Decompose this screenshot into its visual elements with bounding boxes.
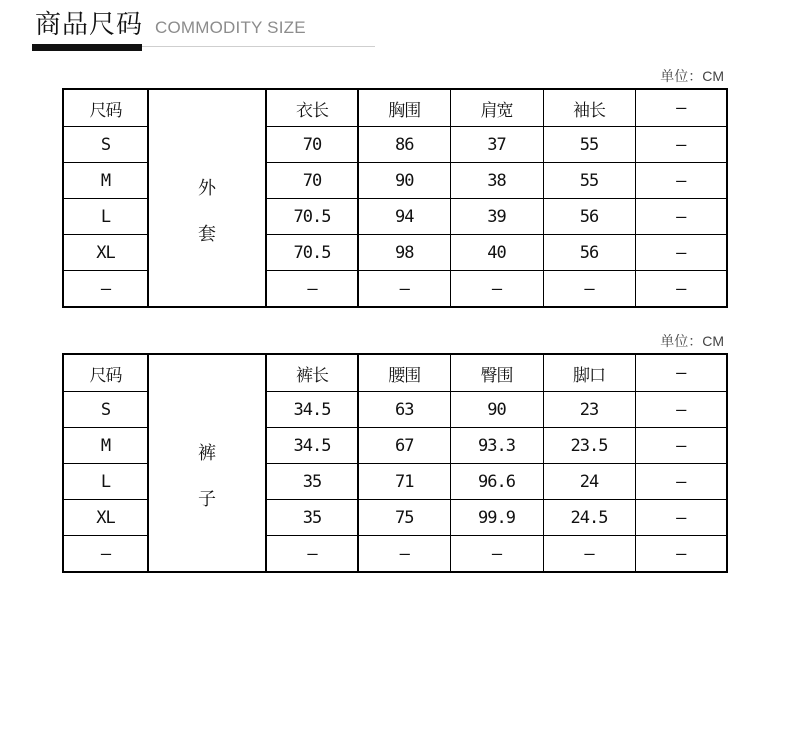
measurement-cell: – xyxy=(358,536,450,573)
measurement-cell: – xyxy=(543,536,635,573)
col-header-size: 尺码 xyxy=(63,89,148,127)
measurement-cell: 40 xyxy=(450,235,543,271)
measurement-cell: 70 xyxy=(266,127,358,163)
measurement-cell: 35 xyxy=(266,500,358,536)
size-cell: M xyxy=(63,428,148,464)
measurement-cell: 55 xyxy=(543,127,635,163)
col-header-leg-opening: 脚口 xyxy=(543,354,635,392)
placeholder-cell: – xyxy=(635,235,727,271)
col-header-sleeve: 袖长 xyxy=(543,89,635,127)
placeholder-cell: – xyxy=(635,199,727,235)
measurement-cell: 70.5 xyxy=(266,199,358,235)
col-header-garment-length: 衣长 xyxy=(266,89,358,127)
measurement-cell: 56 xyxy=(543,235,635,271)
size-cell: S xyxy=(63,392,148,428)
size-cell: XL xyxy=(63,500,148,536)
measurement-cell: 98 xyxy=(358,235,450,271)
col-header-shoulder: 肩宽 xyxy=(450,89,543,127)
measurement-cell: 90 xyxy=(358,163,450,199)
col-header-chest: 胸围 xyxy=(358,89,450,127)
category-char: 外 xyxy=(198,178,216,199)
measurement-cell: 55 xyxy=(543,163,635,199)
measurement-cell: – xyxy=(450,536,543,573)
measurement-cell: 99.9 xyxy=(450,500,543,536)
measurement-cell: 90 xyxy=(450,392,543,428)
measurement-cell: 24 xyxy=(543,464,635,500)
size-cell: S xyxy=(63,127,148,163)
placeholder-cell: – xyxy=(635,271,727,308)
page-subtitle: COMMODITY SIZE xyxy=(155,18,306,37)
table-header-row xyxy=(63,354,727,392)
measurement-cell: 75 xyxy=(358,500,450,536)
measurement-cell: 93.3 xyxy=(450,428,543,464)
col-header-blank: – xyxy=(635,354,727,392)
pants-size-table xyxy=(62,353,728,573)
measurement-cell: 39 xyxy=(450,199,543,235)
category-char: 子 xyxy=(198,489,216,510)
measurement-cell: 35 xyxy=(266,464,358,500)
category-char: 套 xyxy=(198,224,216,245)
placeholder-cell: – xyxy=(635,163,727,199)
measurement-cell: 71 xyxy=(358,464,450,500)
measurement-cell: 23 xyxy=(543,392,635,428)
placeholder-cell: – xyxy=(635,428,727,464)
title-underline-bar xyxy=(32,44,142,51)
size-cell: – xyxy=(63,536,148,573)
category-char: 裤 xyxy=(198,443,216,464)
category-cell xyxy=(148,354,266,572)
col-header-size: 尺码 xyxy=(63,354,148,392)
measurement-cell: – xyxy=(358,271,450,308)
measurement-cell: 96.6 xyxy=(450,464,543,500)
title-divider xyxy=(142,46,375,47)
measurement-cell: – xyxy=(450,271,543,308)
measurement-cell: 34.5 xyxy=(266,392,358,428)
measurement-cell: – xyxy=(266,271,358,308)
measurement-cell: 63 xyxy=(358,392,450,428)
measurement-cell: – xyxy=(543,271,635,308)
placeholder-cell: – xyxy=(635,464,727,500)
size-cell: – xyxy=(63,271,148,308)
placeholder-cell: – xyxy=(635,127,727,163)
col-header-pants-length: 裤长 xyxy=(266,354,358,392)
measurement-cell: 34.5 xyxy=(266,428,358,464)
measurement-cell: 23.5 xyxy=(543,428,635,464)
col-header-waist: 腰围 xyxy=(358,354,450,392)
measurement-cell: 37 xyxy=(450,127,543,163)
measurement-cell: – xyxy=(266,536,358,573)
placeholder-cell: – xyxy=(635,536,727,573)
measurement-cell: 56 xyxy=(543,199,635,235)
col-header-hip: 臀围 xyxy=(450,354,543,392)
table-header-row xyxy=(63,89,727,127)
measurement-cell: 86 xyxy=(358,127,450,163)
measurement-cell: 67 xyxy=(358,428,450,464)
page-title: 商品尺码 xyxy=(35,9,144,39)
size-cell: XL xyxy=(63,235,148,271)
measurement-cell: 70.5 xyxy=(266,235,358,271)
size-cell: L xyxy=(63,199,148,235)
measurement-cell: 38 xyxy=(450,163,543,199)
unit-label: 单位：CM xyxy=(660,68,724,84)
jacket-size-table xyxy=(62,88,728,308)
size-cell: L xyxy=(63,464,148,500)
placeholder-cell: – xyxy=(635,392,727,428)
measurement-cell: 70 xyxy=(266,163,358,199)
category-cell xyxy=(148,89,266,307)
measurement-cell: 94 xyxy=(358,199,450,235)
measurement-cell: 24.5 xyxy=(543,500,635,536)
unit-label: 单位：CM xyxy=(660,333,724,349)
size-cell: M xyxy=(63,163,148,199)
col-header-blank: – xyxy=(635,89,727,127)
placeholder-cell: – xyxy=(635,500,727,536)
